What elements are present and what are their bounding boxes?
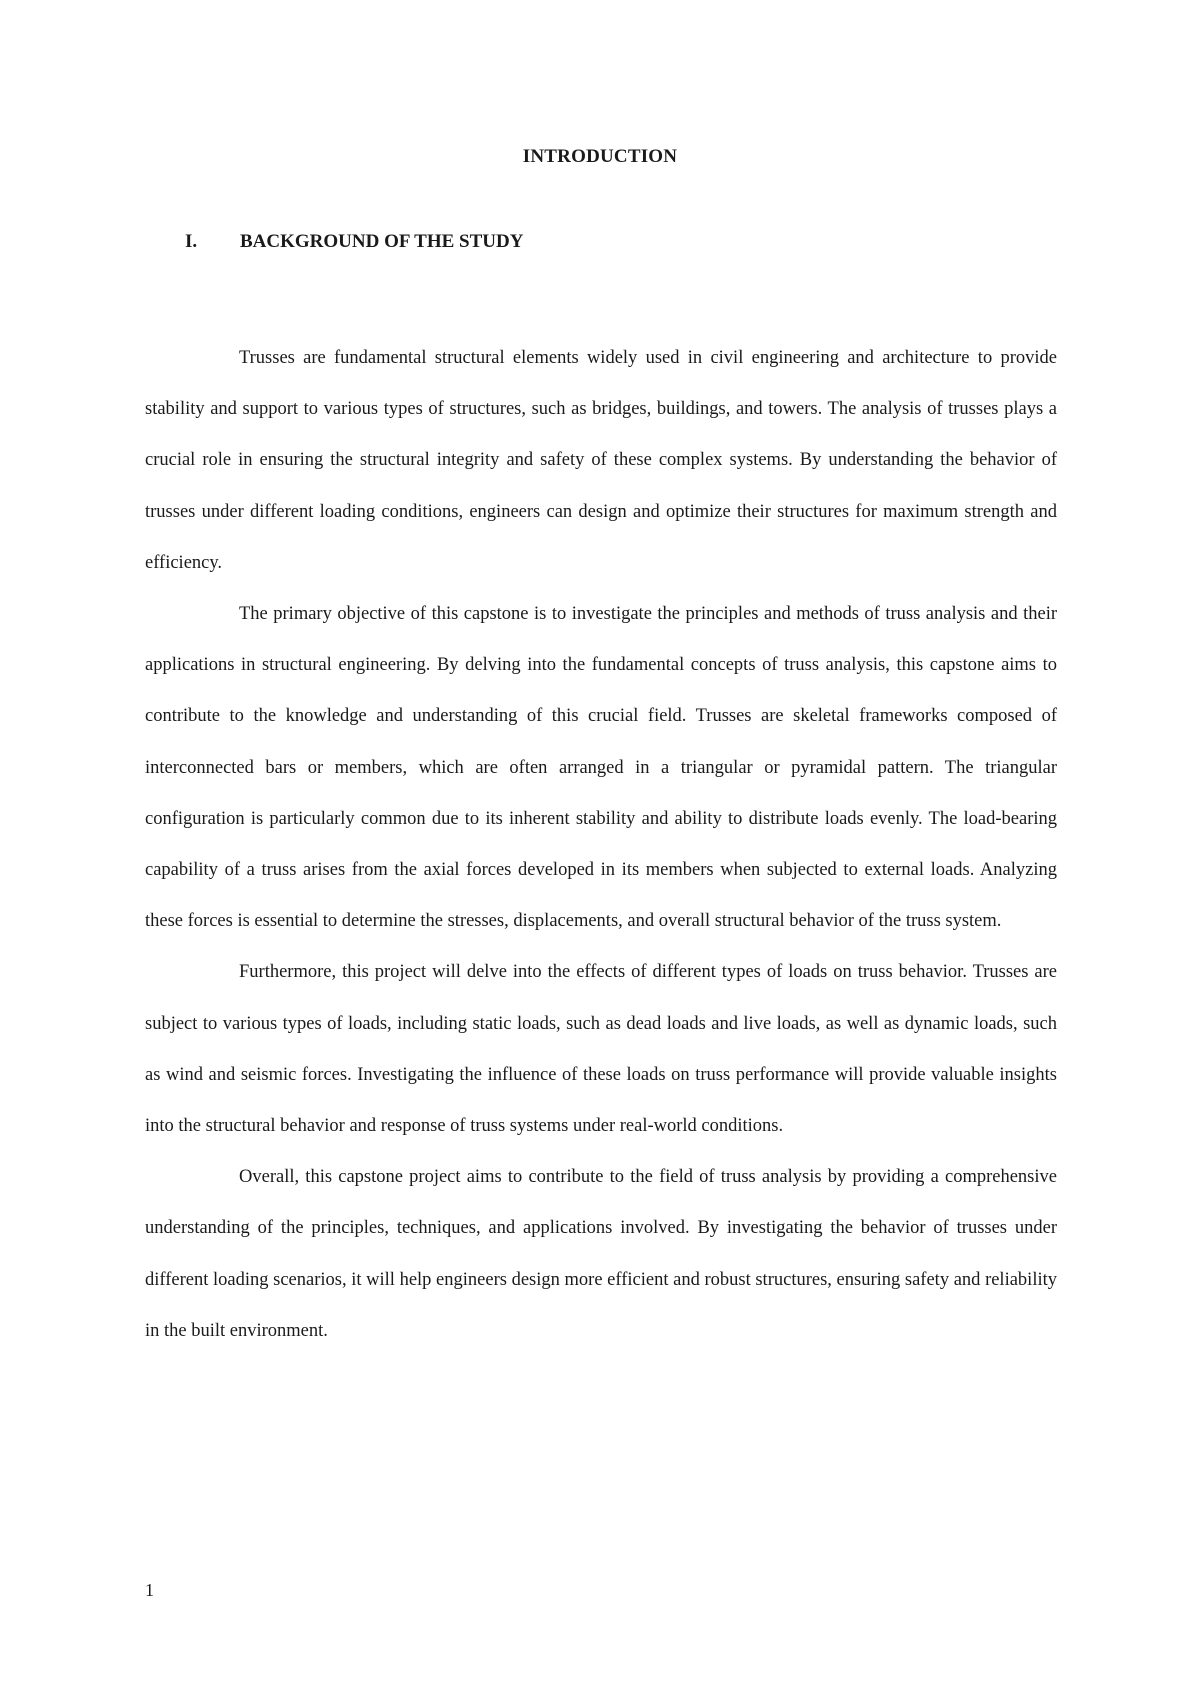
paragraph-2: The primary objective of this capstone is to investigate the principles and methods of truss analysis and their applications in structural engineering. By delving into the fundamental concepts of truss analysis, this capstone aims to contribute to the knowledge and understanding of this crucial field. Trusses are skeletal frameworks composed of interconnected bars or members, which are often arranged in a triangular or pyramidal pattern. The triangular configuration is particularly common due to its inherent stability and ability to distribute loads evenly. The load-bearing capability of a truss arises from the axial forces developed in its members when subjected to external loads. Analyzing these forces is essential to determine the stresses, displacements, and overall structural behavior of the truss system. [145, 604, 1057, 932]
paragraph-3: Furthermore, this project will delve into the effects of different types of loads on truss behavior. Trusses are subject to various types of loads, including static loads, such as dead loads and live loads, as well as dynamic loads, such as wind and seismic forces. Investigating the influence of these loads on truss performance will provide valuable insights into the structural behavior and response of truss systems under real-world conditions. [145, 962, 1057, 1137]
paragraph-4: Overall, this capstone project aims to contribute to the field of truss analysis by providing a comprehensive understanding of the principles, techniques, and applications involved. By investigating the behavior of trusses under different loading scenarios, it will help engineers design more efficient and robust structures, ensuring safety and reliability in the built environment. [145, 1167, 1057, 1341]
document-title: INTRODUCTION [522, 146, 678, 167]
section-title: BACKGROUND OF THE STUDY [240, 231, 524, 252]
paragraph-1: Trusses are fundamental structural elements widely used in civil engineering and architecture to provide stability and support to various types of structures, such as bridges, buildings, and towers. The analysis of trusses plays a crucial role in ensuring the structural integrity and safety of these complex systems. By understanding the behavior of trusses under different loading conditions, engineers can design and optimize their structures for maximum strength and efficiency. [145, 348, 1057, 573]
section-heading [185, 231, 523, 253]
section-number: I. [185, 231, 198, 252]
page-number: 1 [145, 1580, 154, 1600]
body-text [145, 333, 1057, 1357]
